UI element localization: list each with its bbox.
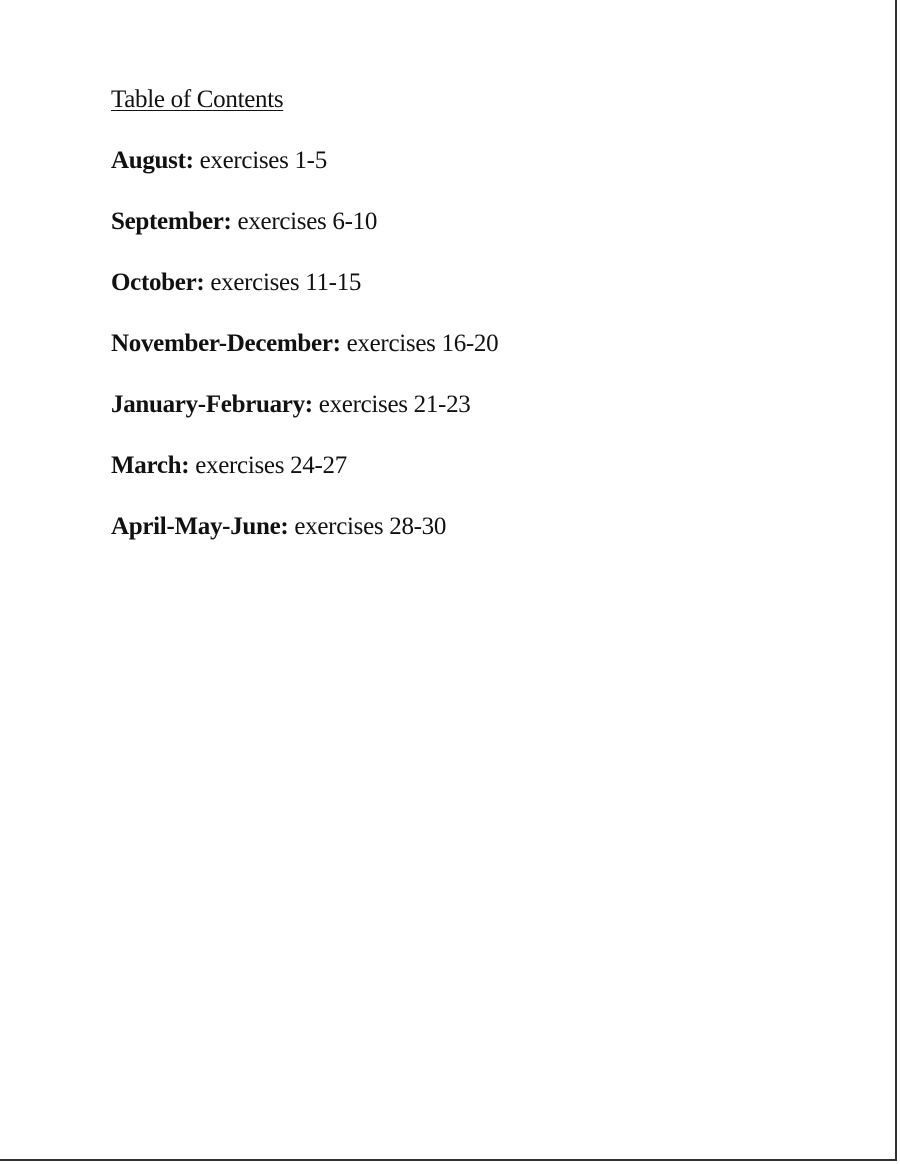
toc-entry-september — [111, 206, 498, 238]
toc-title: Table of Contents — [111, 86, 284, 113]
toc-entry-october — [111, 267, 498, 299]
toc-entry-exercises: exercises 11-15 — [210, 269, 362, 296]
toc-entry-month: September: — [111, 208, 232, 235]
toc-entry-august — [111, 145, 498, 177]
toc-section — [111, 84, 498, 572]
toc-entry-exercises: exercises 6-10 — [237, 208, 378, 235]
toc-entry-april-may-june — [111, 511, 498, 543]
toc-entry-exercises: exercises 21-23 — [318, 391, 471, 418]
toc-entry-exercises: exercises 16-20 — [346, 330, 499, 357]
toc-entry-month: April-May-June: — [111, 513, 289, 540]
toc-entry-march — [111, 450, 498, 482]
toc-entry-month: March: — [111, 452, 190, 479]
toc-entry-exercises: exercises 28-30 — [294, 513, 447, 540]
toc-entry-exercises: exercises 24-27 — [195, 452, 347, 479]
toc-entry-month: January-February: — [111, 391, 313, 418]
toc-entry-month: November-December: — [111, 330, 341, 357]
toc-entry-january-february — [111, 389, 498, 421]
toc-entry-exercises: exercises 1-5 — [199, 147, 327, 174]
toc-entry-month: October: — [111, 269, 205, 296]
toc-entry-november-december — [111, 328, 498, 360]
toc-entry-month: August: — [111, 147, 194, 174]
toc-list — [111, 145, 498, 543]
